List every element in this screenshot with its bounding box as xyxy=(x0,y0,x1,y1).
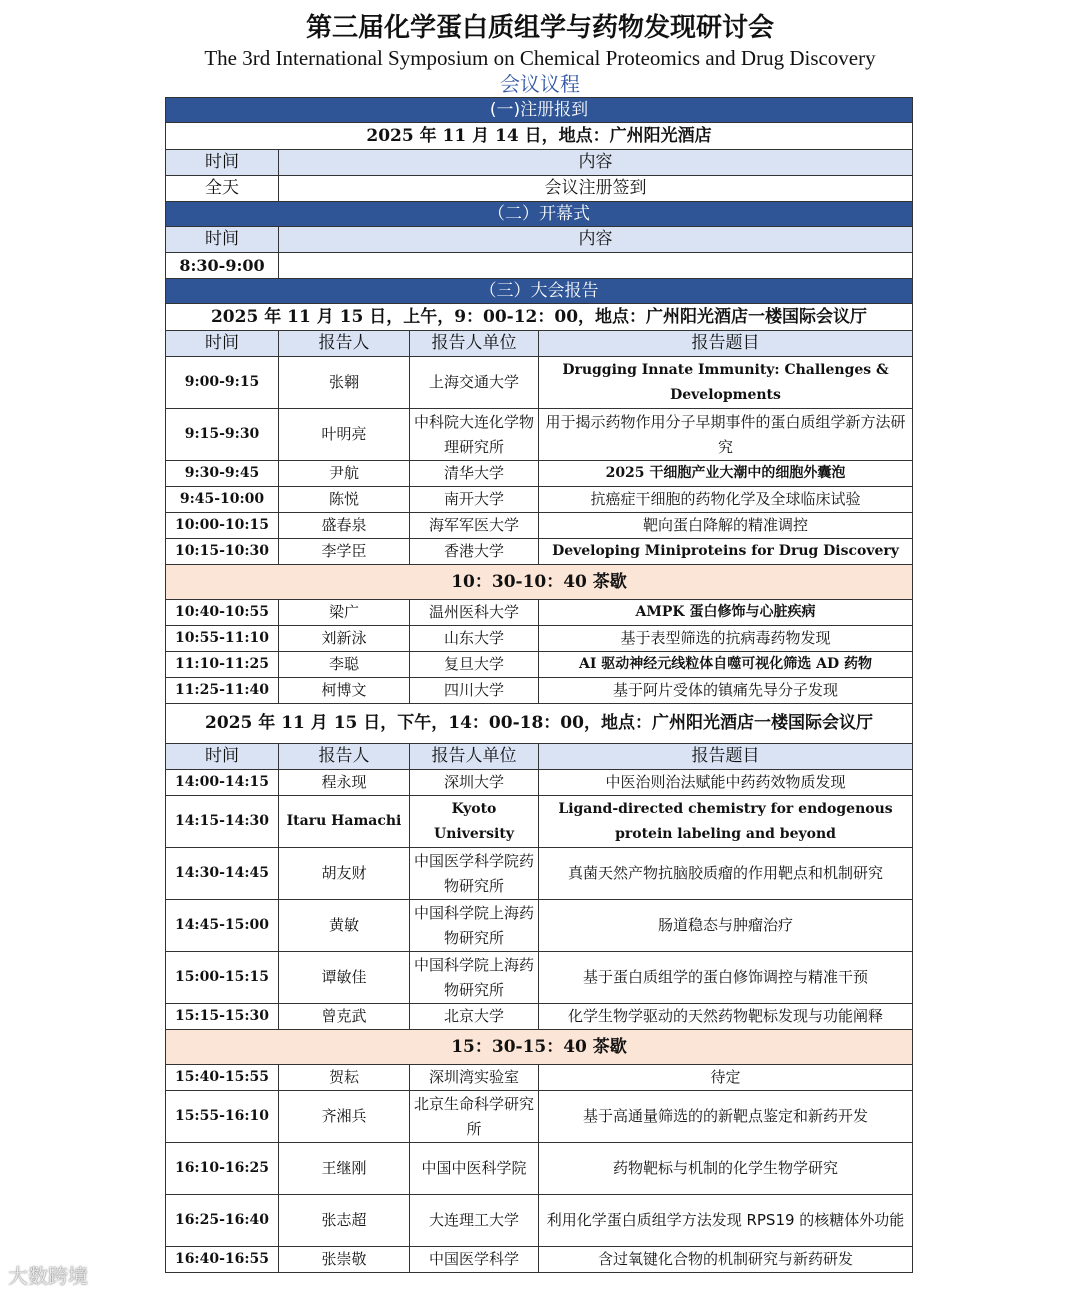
tea-break-row xyxy=(166,1030,913,1065)
tea-break-label: 10：30-10：40 茶歇 xyxy=(166,565,913,600)
cell-time: 15:00-15:15 xyxy=(166,952,279,1004)
cell-speaker: 梁广 xyxy=(279,600,410,626)
section-registration-header xyxy=(166,98,913,123)
cell-speaker: 李学臣 xyxy=(279,539,410,565)
agenda-row xyxy=(166,796,913,848)
cell-time: 11:10-11:25 xyxy=(166,652,279,678)
section-title: （二）开幕式 xyxy=(166,202,913,227)
cell-unit: 上海交通大学 xyxy=(410,357,539,409)
cell-unit: 深圳大学 xyxy=(410,770,539,796)
agenda-row xyxy=(166,1195,913,1247)
agenda-row xyxy=(166,539,913,565)
cell-topic: 2025 干细胞产业大潮中的细胞外囊泡 xyxy=(539,461,913,487)
agenda-row xyxy=(166,770,913,796)
cell-topic: 用于揭示药物作用分子早期事件的蛋白质组学新方法研究 xyxy=(539,409,913,461)
section-title: （三）大会报告 xyxy=(166,279,913,304)
agenda-row xyxy=(166,848,913,900)
cell-topic: AMPK 蛋白修饰与心脏疾病 xyxy=(539,600,913,626)
agenda-row xyxy=(166,1091,913,1143)
cell-speaker: 谭敏佳 xyxy=(279,952,410,1004)
cell-time: 10:00-10:15 xyxy=(166,513,279,539)
date-location: 2025 年 11 月 15 日，下午，14：00-18：00，地点：广州阳光酒店一楼国际会议厅 xyxy=(166,704,913,744)
cell-speaker: 张志超 xyxy=(279,1195,410,1247)
cell-unit: 四川大学 xyxy=(410,678,539,704)
cell-unit: 香港大学 xyxy=(410,539,539,565)
col-content: 内容 xyxy=(279,150,913,176)
cell-speaker: 李聪 xyxy=(279,652,410,678)
cell-speaker: 齐湘兵 xyxy=(279,1091,410,1143)
agenda-row xyxy=(166,487,913,513)
col-content: 内容 xyxy=(279,227,913,253)
cell-topic: 基于阿片受体的镇痛先导分子发现 xyxy=(539,678,913,704)
cell-time: 14:00-14:15 xyxy=(166,770,279,796)
cell-time: 15:40-15:55 xyxy=(166,1065,279,1091)
cell-topic: 利用化学蛋白质组学方法发现 RPS19 的核糖体外功能 xyxy=(539,1195,913,1247)
cell-unit: 中国医学科学 xyxy=(410,1247,539,1273)
registration-date-row xyxy=(166,123,913,150)
cell-topic: 基于高通量筛选的的新靶点鉴定和新药开发 xyxy=(539,1091,913,1143)
agenda-table xyxy=(165,97,913,1273)
cell-speaker: 叶明亮 xyxy=(279,409,410,461)
col-unit: 报告人单位 xyxy=(410,331,539,357)
cell-unit: 中国科学院上海药物研究所 xyxy=(410,952,539,1004)
col-time: 时间 xyxy=(166,331,279,357)
date-location: 2025 年 11 月 15 日，上午，9：00-12：00，地点：广州阳光酒店一楼国际会议厅 xyxy=(166,304,913,331)
agenda-row xyxy=(166,652,913,678)
cell-topic: 基于表型筛选的抗病毒药物发现 xyxy=(539,626,913,652)
cell-topic: 中医治则治法赋能中药药效物质发现 xyxy=(539,770,913,796)
cell-unit: 海军军医大学 xyxy=(410,513,539,539)
agenda-row xyxy=(166,409,913,461)
cell-content xyxy=(279,253,913,279)
agenda-row xyxy=(166,626,913,652)
agenda-row xyxy=(166,1004,913,1030)
opening-column-header xyxy=(166,227,913,253)
page-subtitle: 会议议程 xyxy=(500,72,580,96)
cell-time: 14:45-15:00 xyxy=(166,900,279,952)
cell-time: 11:25-11:40 xyxy=(166,678,279,704)
col-topic: 报告题目 xyxy=(539,744,913,770)
reports-column-header xyxy=(166,331,913,357)
cell-speaker: 陈悦 xyxy=(279,487,410,513)
agenda-row xyxy=(166,1065,913,1091)
agenda-row xyxy=(166,952,913,1004)
col-speaker: 报告人 xyxy=(279,331,410,357)
cell-speaker: 黄敏 xyxy=(279,900,410,952)
morning-date-row xyxy=(166,304,913,331)
cell-time: 10:40-10:55 xyxy=(166,600,279,626)
col-speaker: 报告人 xyxy=(279,744,410,770)
cell-time: 9:00-9:15 xyxy=(166,357,279,409)
cell-topic: 药物靶标与机制的化学生物学研究 xyxy=(539,1143,913,1195)
cell-unit: 温州医科大学 xyxy=(410,600,539,626)
cell-topic: 待定 xyxy=(539,1065,913,1091)
cell-unit: 中国医学科学院药物研究所 xyxy=(410,848,539,900)
cell-time: 16:25-16:40 xyxy=(166,1195,279,1247)
cell-time: 10:15-10:30 xyxy=(166,539,279,565)
cell-time: 14:15-14:30 xyxy=(166,796,279,848)
agenda-row xyxy=(166,1247,913,1273)
registration-row xyxy=(166,176,913,202)
agenda-row xyxy=(166,600,913,626)
col-time: 时间 xyxy=(166,227,279,253)
cell-topic: Ligand-directed chemistry for endogenous protein labeling and beyond xyxy=(539,796,913,848)
section-title: (一)注册报到 xyxy=(166,98,913,123)
cell-unit: 山东大学 xyxy=(410,626,539,652)
tea-break-label: 15：30-15：40 茶歇 xyxy=(166,1030,913,1065)
cell-topic: 肠道稳态与肿瘤治疗 xyxy=(539,900,913,952)
agenda-row xyxy=(166,1143,913,1195)
cell-unit: 中国科学院上海药物研究所 xyxy=(410,900,539,952)
cell-unit: 南开大学 xyxy=(410,487,539,513)
page-title-cn: 第三届化学蛋白质组学与药物发现研讨会 xyxy=(305,13,774,43)
cell-unit: Kyoto University xyxy=(410,796,539,848)
cell-topic: 化学生物学驱动的天然药物靶标发现与功能阐释 xyxy=(539,1004,913,1030)
agenda-row xyxy=(166,357,913,409)
page-title-en: The 3rd International Symposium on Chemical Proteomics and Drug Discovery xyxy=(204,46,876,70)
cell-speaker: 贺耘 xyxy=(279,1065,410,1091)
cell-time: 9:30-9:45 xyxy=(166,461,279,487)
cell-time: 9:45-10:00 xyxy=(166,487,279,513)
col-topic: 报告题目 xyxy=(539,331,913,357)
tea-break-row xyxy=(166,565,913,600)
section-opening-header xyxy=(166,202,913,227)
date-location: 2025 年 11 月 14 日，地点：广州阳光酒店 xyxy=(166,123,913,150)
agenda-row xyxy=(166,678,913,704)
cell-speaker: 胡友财 xyxy=(279,848,410,900)
cell-speaker: 程永现 xyxy=(279,770,410,796)
cell-topic: 靶向蛋白降解的精准调控 xyxy=(539,513,913,539)
col-unit: 报告人单位 xyxy=(410,744,539,770)
cell-unit: 清华大学 xyxy=(410,461,539,487)
cell-unit: 北京大学 xyxy=(410,1004,539,1030)
col-time: 时间 xyxy=(166,744,279,770)
cell-speaker: 曾克武 xyxy=(279,1004,410,1030)
cell-time: 16:10-16:25 xyxy=(166,1143,279,1195)
cell-topic: 基于蛋白质组学的蛋白修饰调控与精准干预 xyxy=(539,952,913,1004)
reports-column-header xyxy=(166,744,913,770)
cell-topic: 抗癌症干细胞的药物化学及全球临床试验 xyxy=(539,487,913,513)
cell-topic: Drugging Innate Immunity: Challenges & Developments xyxy=(539,357,913,409)
cell-unit: 大连理工大学 xyxy=(410,1195,539,1247)
afternoon-date-row xyxy=(166,704,913,744)
cell-unit: 中国中医科学院 xyxy=(410,1143,539,1195)
cell-content: 会议注册签到 xyxy=(279,176,913,202)
cell-unit: 中科院大连化学物理研究所 xyxy=(410,409,539,461)
cell-time: 16:40-16:55 xyxy=(166,1247,279,1273)
watermark-logo: 大数跨境 xyxy=(8,1264,88,1288)
cell-speaker: 刘新泳 xyxy=(279,626,410,652)
agenda-row xyxy=(166,461,913,487)
col-time: 时间 xyxy=(166,150,279,176)
cell-time: 15:55-16:10 xyxy=(166,1091,279,1143)
cell-time: 全天 xyxy=(166,176,279,202)
cell-time: 15:15-15:30 xyxy=(166,1004,279,1030)
opening-row xyxy=(166,253,913,279)
cell-speaker: 盛春泉 xyxy=(279,513,410,539)
registration-column-header xyxy=(166,150,913,176)
cell-speaker: Itaru Hamachi xyxy=(279,796,410,848)
section-reports-header xyxy=(166,279,913,304)
cell-time: 14:30-14:45 xyxy=(166,848,279,900)
cell-topic: 真菌天然产物抗脑胶质瘤的作用靶点和机制研究 xyxy=(539,848,913,900)
cell-speaker: 柯博文 xyxy=(279,678,410,704)
cell-topic: AI 驱动神经元线粒体自噬可视化筛选 AD 药物 xyxy=(539,652,913,678)
cell-speaker: 张崇敬 xyxy=(279,1247,410,1273)
cell-unit: 北京生命科学研究所 xyxy=(410,1091,539,1143)
cell-speaker: 尹航 xyxy=(279,461,410,487)
cell-time: 10:55-11:10 xyxy=(166,626,279,652)
agenda-row xyxy=(166,900,913,952)
cell-unit: 复旦大学 xyxy=(410,652,539,678)
cell-time: 9:15-9:30 xyxy=(166,409,279,461)
agenda-row xyxy=(166,513,913,539)
cell-speaker: 王继刚 xyxy=(279,1143,410,1195)
cell-topic: Developing Miniproteins for Drug Discovery xyxy=(539,539,913,565)
cell-speaker: 张翱 xyxy=(279,357,410,409)
cell-topic: 含过氧键化合物的机制研究与新药研发 xyxy=(539,1247,913,1273)
cell-time: 8:30-9:00 xyxy=(166,253,279,279)
cell-unit: 深圳湾实验室 xyxy=(410,1065,539,1091)
